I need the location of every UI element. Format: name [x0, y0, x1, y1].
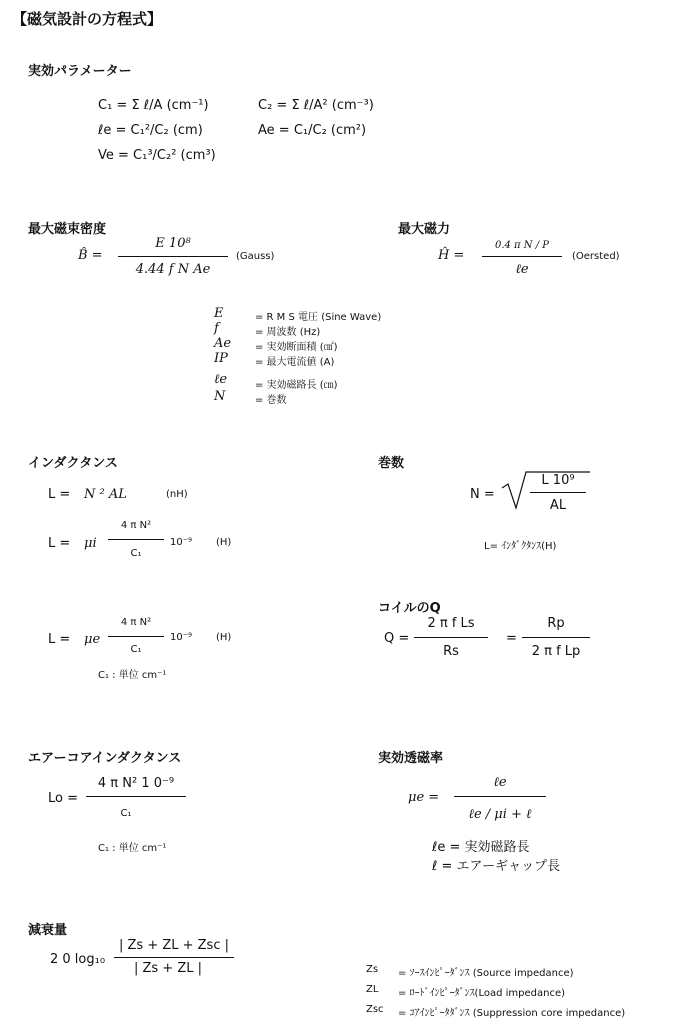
turns-heading: 巻数	[378, 456, 405, 471]
max-mag-denominator: ℓe	[515, 262, 529, 277]
inductance-l2-exponent: 10⁻⁹	[170, 537, 193, 548]
legend-description: = 実効断面積 (㎠)	[255, 342, 338, 353]
legend-symbol: Ae	[214, 336, 232, 351]
inductance-l3-unit: (H)	[216, 632, 232, 643]
coil-q-numerator-1: 2 π f Ls	[427, 616, 475, 631]
inductance-l2-mu: μi	[84, 536, 97, 551]
legend-description: = 巻数	[255, 395, 287, 406]
inductance-l3-denominator: C₁	[130, 644, 142, 655]
turns-fraction-bar	[530, 492, 586, 493]
inductance-l3-exponent: 10⁻⁹	[170, 632, 193, 643]
max-flux-unit: (Gauss)	[236, 251, 275, 262]
max-mag-heading: 最大磁力	[398, 222, 451, 237]
turns-denominator: AL	[549, 498, 567, 513]
inductance-l3-numerator: 4 π N²	[120, 617, 152, 628]
legend-description: = 実効磁路長 (㎝)	[255, 380, 338, 391]
impedance-symbol: Zs	[366, 964, 379, 975]
legend-description: = R M S 電圧 (Sine Wave)	[255, 312, 382, 323]
inductance-l3-lhs: L =	[48, 632, 71, 647]
inductance-l2-lhs: L =	[48, 536, 71, 551]
air-core-heading: エアーコアインダクタンス	[28, 751, 182, 766]
legend-description: = 最大電流値 (A)	[255, 357, 335, 368]
coil-q-heading: コイルのQ	[378, 601, 441, 616]
inductance-l1-lhs: L =	[48, 487, 71, 502]
max-flux-lhs: B̂ =	[78, 248, 103, 263]
max-mag-unit: (Oersted)	[572, 251, 620, 262]
attenuation-lhs: 2 0 log₁₀	[50, 952, 106, 967]
inductance-l3-note: C₁ : 単位 cm⁻¹	[98, 670, 167, 681]
coil-q-denominator-1: Rs	[443, 644, 459, 659]
coil-q-lhs: Q =	[384, 631, 410, 646]
max-mag-fraction-bar	[482, 256, 562, 257]
coil-q-fraction-bar-1	[414, 637, 488, 638]
air-core-denominator: C₁	[120, 808, 132, 819]
formula-c1: C₁ = Σ ℓ/A (cm⁻¹)	[98, 98, 209, 113]
eff-perm-lhs: μe =	[408, 790, 440, 805]
eff-perm-definition-le: ℓe = 実効磁路長	[432, 840, 530, 855]
air-core-lhs: Lo =	[48, 791, 78, 806]
formula-c2: C₂ = Σ ℓ/A² (cm⁻³)	[258, 98, 374, 113]
impedance-symbol: Zsc	[366, 1004, 384, 1015]
effective-heading: 実効パラメーター	[28, 64, 132, 79]
turns-numerator: L 10⁹	[541, 473, 575, 488]
legend-symbol: N	[214, 389, 226, 404]
formula-ae: Ae = C₁/C₂ (cm²)	[258, 123, 367, 138]
inductance-heading: インダクタンス	[28, 456, 118, 471]
attenuation-fraction-bar	[114, 957, 234, 958]
air-core-numerator: 4 π N² 1 0⁻⁹	[97, 776, 175, 791]
max-flux-heading: 最大磁束密度	[28, 222, 107, 237]
coil-q-equals: =	[506, 631, 517, 646]
inductance-l2-fraction-bar	[108, 539, 164, 540]
legend-symbol: E	[214, 306, 224, 321]
eff-perm-denominator: ℓe / μi + ℓ	[468, 807, 532, 822]
eff-perm-definition-l: ℓ = エアーギャップ長	[432, 859, 561, 874]
attenuation-heading: 減衰量	[28, 923, 68, 938]
attenuation-denominator: | Zs + ZL |	[133, 961, 202, 976]
formula-le: ℓe = C₁²/C₂ (cm)	[98, 123, 203, 138]
eff-perm-heading: 実効透磁率	[378, 751, 444, 766]
impedance-symbol: ZL	[366, 984, 379, 995]
eff-perm-numerator: ℓe	[493, 775, 507, 790]
impedance-description: = ｺｱｲﾝﾋﾟｰﾀﾀﾞﾝｽ (Suppression core impedance)	[398, 1008, 626, 1019]
inductance-l2-unit: (H)	[216, 537, 232, 548]
inductance-l2-denominator: C₁	[130, 548, 142, 559]
inductance-l3-mu: μe	[84, 632, 101, 647]
air-core-fraction-bar	[86, 796, 186, 797]
formula-ve: Ve = C₁³/C₂² (cm³)	[98, 148, 216, 163]
coil-q-denominator-2: 2 π f Lp	[531, 644, 581, 659]
inductance-l2-numerator: 4 π N²	[120, 520, 152, 531]
inductance-l3-fraction-bar	[108, 636, 164, 637]
turns-lhs: N =	[470, 487, 495, 502]
air-core-note: C₁ : 単位 cm⁻¹	[98, 843, 167, 854]
legend-symbol: IP	[214, 351, 228, 366]
max-flux-denominator: 4.44 f N Ae	[135, 262, 211, 277]
max-mag-numerator: 0.4 π N / P	[494, 240, 550, 251]
legend-symbol: ℓe	[214, 372, 228, 387]
impedance-description: = ｿｰｽｲﾝﾋﾟｰﾀﾞﾝｽ (Source impedance)	[398, 968, 574, 979]
turns-note: L= ｲﾝﾀﾞｸﾀﾝｽ(H)	[484, 541, 557, 552]
attenuation-numerator: | Zs + ZL + Zsc |	[119, 938, 229, 953]
legend-symbol: f	[214, 321, 219, 336]
max-flux-numerator: E 10⁸	[155, 236, 191, 251]
legend-description: = 周波数 (Hz)	[255, 327, 321, 338]
coil-q-numerator-2: Rp	[547, 616, 565, 631]
inductance-l1-rhs: N ² AL	[84, 487, 127, 502]
coil-q-fraction-bar-2	[522, 637, 590, 638]
max-flux-fraction-bar	[118, 256, 228, 257]
impedance-description: = ﾛｰﾄﾞｲﾝﾋﾟｰﾀﾞﾝｽ(Load impedance)	[398, 988, 566, 999]
max-mag-lhs: Ĥ =	[438, 248, 465, 263]
eff-perm-fraction-bar	[454, 796, 546, 797]
page-title: 【磁気設計の方程式】	[12, 10, 163, 28]
inductance-l1-unit: (nH)	[166, 489, 188, 500]
